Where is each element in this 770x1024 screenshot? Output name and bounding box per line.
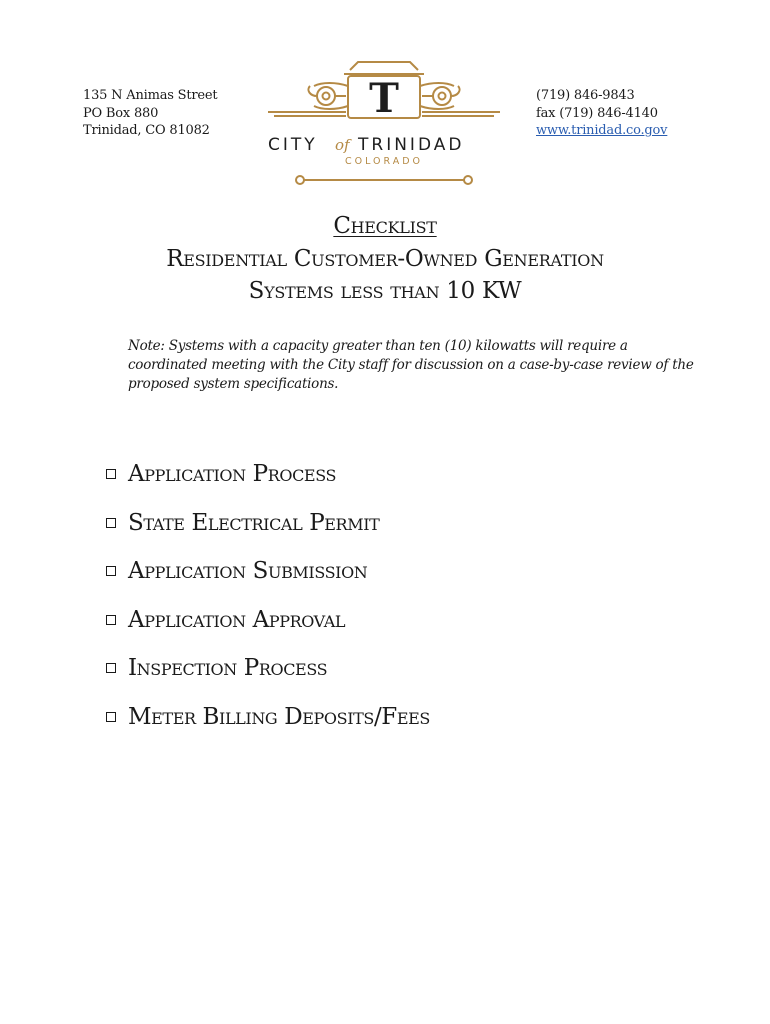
checkbox-icon[interactable] <box>106 712 116 722</box>
address-street: 135 N Animas Street <box>83 88 218 103</box>
svg-text:COLORADO: COLORADO <box>344 156 424 167</box>
checklist-item-label: Inspection Process <box>128 655 328 682</box>
address-po-box: PO Box 880 <box>83 105 159 121</box>
page-title: Checklist <box>333 213 437 239</box>
document-heading <box>0 210 770 308</box>
svg-text:CITY: CITY <box>268 135 318 155</box>
checklist-item-label: Application Approval <box>128 606 346 633</box>
address-block <box>83 87 217 140</box>
checklist-item-label: Meter Billing Deposits/Fees <box>128 703 430 730</box>
website-link[interactable]: www.trinidad.co.gov <box>536 123 668 138</box>
checkbox-icon[interactable] <box>106 615 116 625</box>
checkbox-icon[interactable] <box>106 663 116 673</box>
checklist-item-label: Application Process <box>128 461 337 488</box>
checkbox-icon[interactable] <box>106 469 116 479</box>
city-of-trinidad-logo <box>262 60 506 190</box>
svg-text:of: of <box>335 136 350 154</box>
checklist-item <box>106 450 430 499</box>
checklist-item <box>106 499 430 548</box>
phone-number: (719) 846-9843 <box>536 88 635 103</box>
subtitle-line-2: Systems less than 10 KW <box>248 278 522 304</box>
checkbox-icon[interactable] <box>106 566 116 576</box>
checklist <box>106 450 430 741</box>
checklist-item <box>106 596 430 645</box>
checklist-item-label: State Electrical Permit <box>128 509 380 536</box>
checklist-item <box>106 644 430 693</box>
checklist-item-label: Application Submission <box>128 558 368 585</box>
contact-block <box>536 87 667 140</box>
checkbox-icon[interactable] <box>106 518 116 528</box>
capacity-note: Note: Systems with a capacity greater than ten (10) kilowatts will require a coordinated meeting with the City staff for discussion on a case-by-case review of the proposed system specifications. <box>128 338 694 392</box>
checklist-item <box>106 693 430 742</box>
checklist-item <box>106 547 430 596</box>
subtitle-line-1: Residential Customer-Owned Generation <box>166 245 604 272</box>
address-city: Trinidad, CO 81082 <box>83 123 210 138</box>
svg-text:TRINIDAD: TRINIDAD <box>358 135 465 155</box>
svg-text:T: T <box>369 75 399 122</box>
fax-number: fax (719) 846-4140 <box>536 105 658 121</box>
